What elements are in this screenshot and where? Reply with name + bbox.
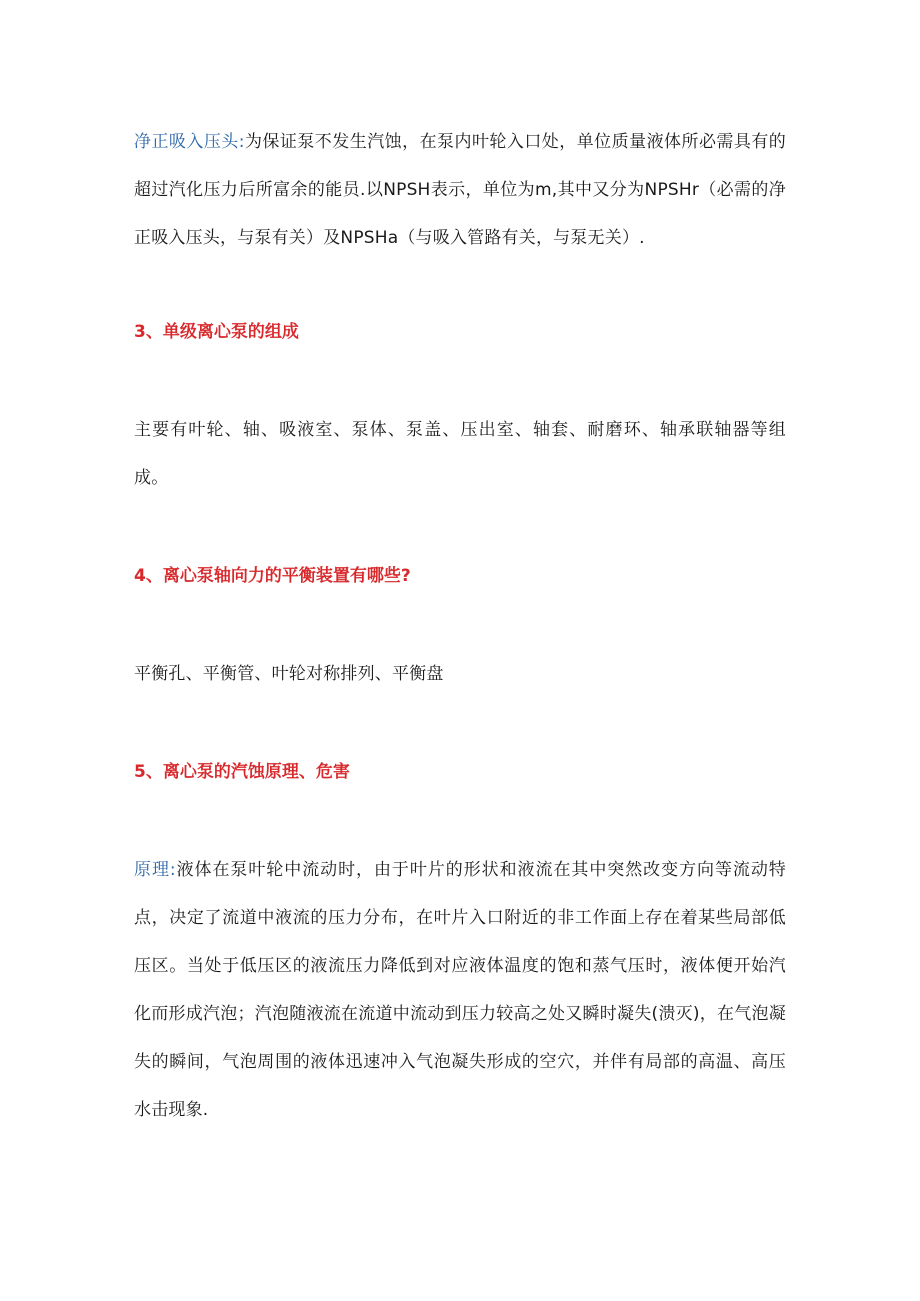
section-4-text: 平衡孔、平衡管、叶轮对称排列、平衡盘 (134, 664, 444, 684)
section-3-heading: 3、单级离心泵的组成 (134, 322, 299, 342)
section-3-text: 主要有叶轮、轴、吸液室、泵体、泵盖、压出室、轴套、耐磨环、轴承联轴器等组成。 (134, 420, 786, 488)
section-5-heading: 5、离心泵的汽蚀原理、危害 (134, 762, 350, 782)
npsh-text: 为保证泵不发生汽蚀，在泵内叶轮入口处，单位质量液体所必需具有的超过汽化压力后所富余的能员.以NPSH表示，单位为m,其中又分为NPSHr（必需的净正吸入压头，与泵有关）及NPSHa（与吸入管路有关，与泵无关）. (134, 132, 786, 248)
principle-text: 液体在泵叶轮中流动时，由于叶片的形状和液流在其中突然改变方向等流动特点，决定了流道中液流的压力分布，在叶片入口附近的非工作面上存在着某些局部低压区。当处于低压区的液流压力降低到对应液体温度的饱和蒸气压时，液体便开始汽化而形成汽泡；汽泡随液流在流道中流动到压力较高之处又瞬时凝失(溃灭)，在气泡凝失的瞬间，气泡周围的液体迅速冲入气泡凝失形成的空穴，并伴有局部的高温、高压水击现象. (134, 860, 786, 1120)
principle-label: 原理: (134, 860, 176, 880)
npsh-paragraph (134, 118, 786, 262)
npsh-label: 净正吸入压头: (134, 132, 245, 152)
principle-paragraph (134, 846, 786, 1134)
section-4-heading: 4、离心泵轴向力的平衡装置有哪些? (134, 566, 411, 586)
document-page (134, 118, 786, 1134)
